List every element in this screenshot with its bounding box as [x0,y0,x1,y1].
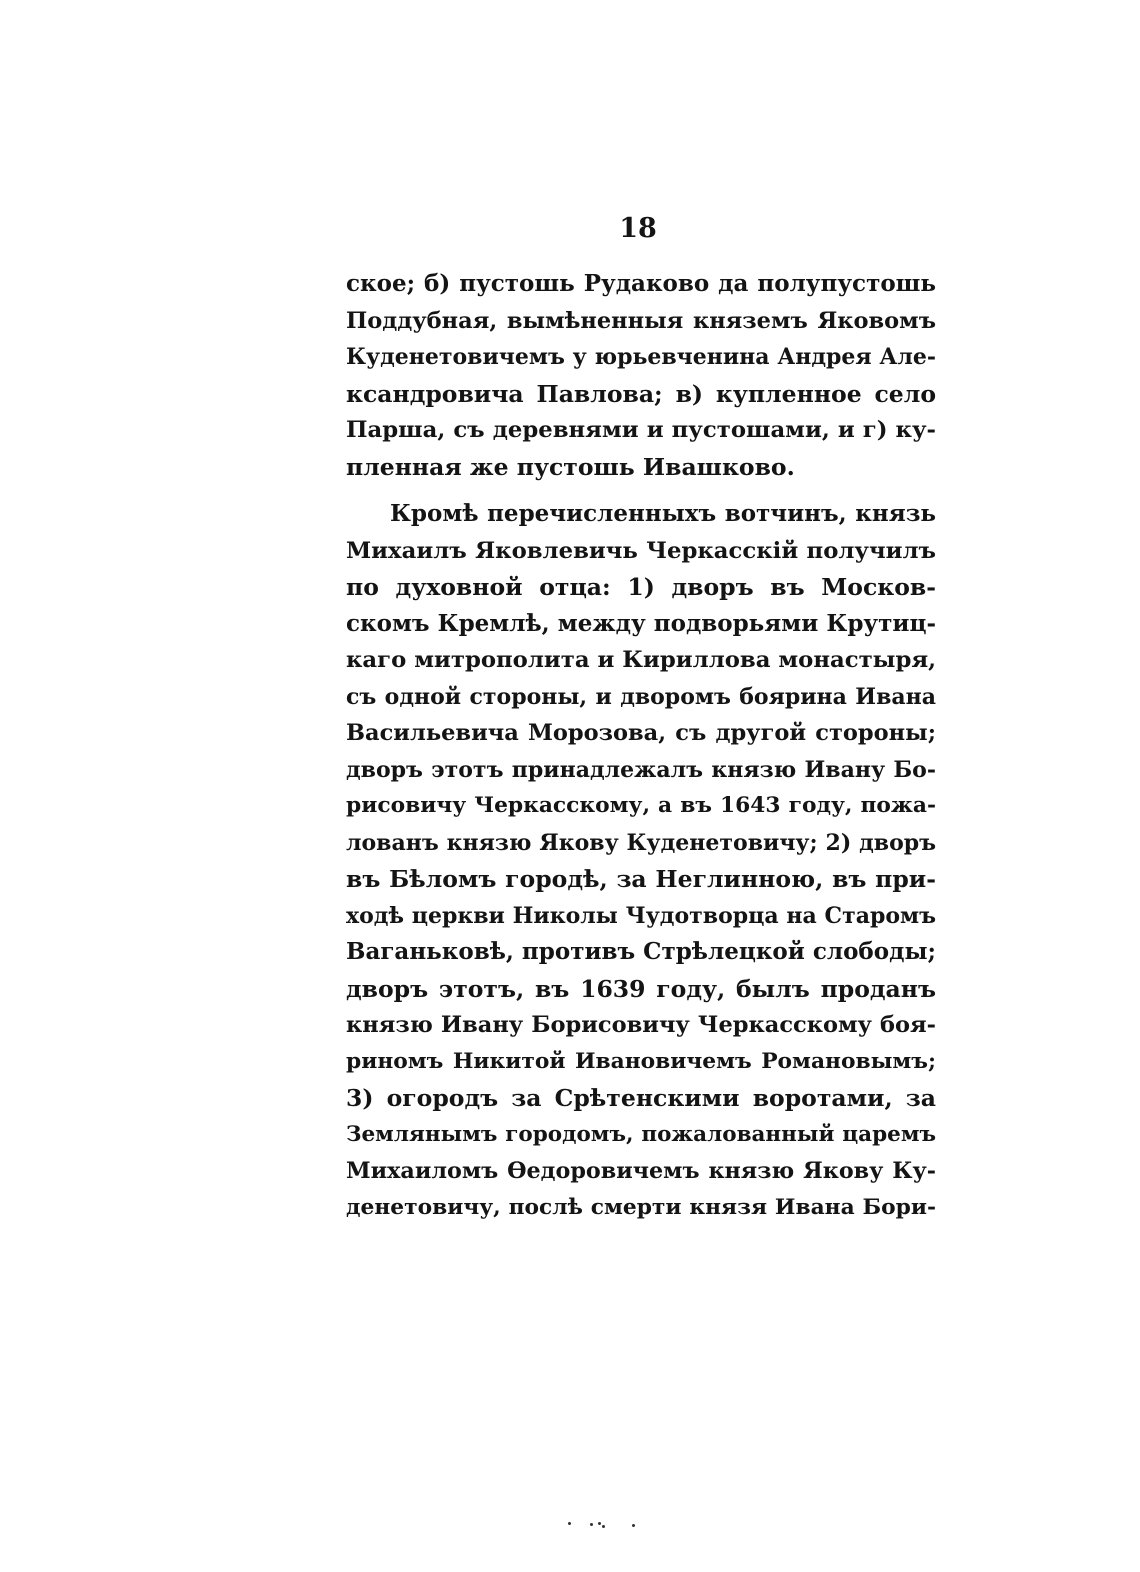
text-line: Поддубная, вымѣненныя княземъ Яковомъ [346,307,936,334]
text-line: Куденетовичемъ у юрьевченина Андрея Але- [346,344,936,370]
text-line: лованъ князю Якову Куденетовичу; 2) дворъ [346,829,936,856]
page-number: 18 [619,213,657,244]
text-line: въ Бѣломъ городѣ, за Неглинною, въ при- [346,865,936,893]
text-line: Васильевича Морозова, съ другой стороны; [346,720,936,746]
text-line: риномъ Никитой Ивановичемъ Романовымъ; [346,1048,936,1074]
text-line: 3) огородъ за Срѣтенскими воротами, за [346,1084,936,1112]
scan-speck [602,1525,605,1528]
text-line: Михаиломъ Ѳедоровичемъ князю Якову Ку- [346,1158,936,1184]
scan-speck [590,1523,593,1526]
body-text [346,266,936,1226]
scan-speck [568,1522,571,1525]
scan-speck [632,1524,635,1527]
text-line: пленная же пустошь Ивашково. [346,452,795,481]
text-line: съ одной стороны, и дворомъ боярина Ивана [346,683,936,710]
text-line: рисовичу Черкасскому, а въ 1643 году, пожа- [346,793,936,818]
text-line: по духовной отца: 1) дворъ въ Москов- [346,573,936,601]
text-line: дворъ этотъ, въ 1639 году, былъ проданъ [346,974,936,1003]
text-line: ское; б) пустошь Рудаково да полупустошь [346,270,936,297]
text-line: дворъ этотъ принадлежалъ князю Ивану Бо- [346,756,936,783]
text-line: Кромѣ перечисленныхъ вотчинъ, князь [390,500,936,527]
paragraph [346,266,936,485]
scan-speck [598,1522,601,1525]
text-line: каго митрополита и Кириллова монастыря, [346,647,937,673]
text-line: Парша, съ деревнями и пустошами, и г) ку- [346,417,936,443]
scan-specks [560,1514,680,1530]
text-line: князю Ивану Борисовичу Черкасскому боя- [346,1012,936,1038]
text-line: Ваганьковѣ, противъ Стрѣлецкой слободы; [346,938,936,965]
paragraph [346,496,936,1226]
text-line: денетовичу, послѣ смерти князя Ивана Бори- [346,1194,936,1220]
text-line: ходѣ церкви Николы Чудотворца на Старомъ [346,902,936,929]
text-line: Михаилъ Яковлевичь Черкасскій получилъ [346,537,936,564]
text-line: ксандровича Павлова; в) купленное село [346,379,936,408]
text-line: скомъ Кремлѣ, между подворьями Крутиц- [346,609,936,637]
text-line: Землянымъ городомъ, пожалованный царемъ [346,1121,936,1147]
